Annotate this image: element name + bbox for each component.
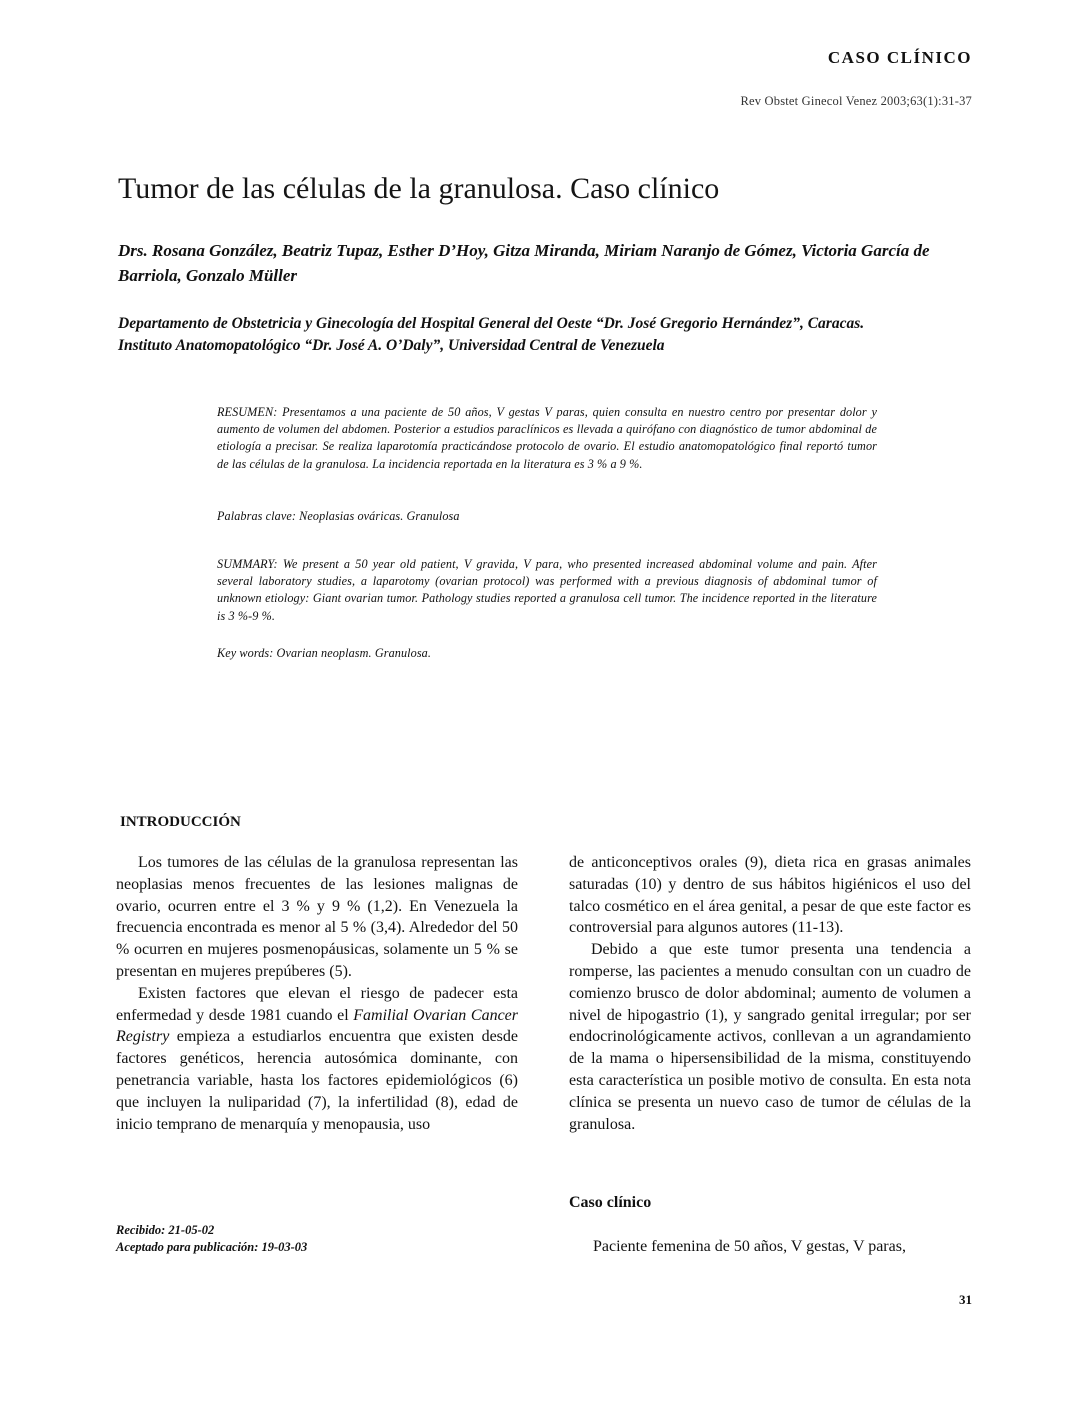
affiliation-1: Departamento de Obstetricia y Ginecología del Hospital General del Oeste “Dr. José Gregorio Hernández”, Caracas.	[118, 315, 865, 332]
affiliations	[118, 313, 988, 357]
intro-heading: INTRODUCCIÓN	[120, 814, 241, 830]
accepted-date: Aceptado para publicación: 19-03-03	[116, 1240, 308, 1254]
intro-paragraph-3: Debido a que este tumor presenta una tendencia a romperse, las pacientes a menudo consultan con un cuadro de comienzo brusco de dolor abdominal; aumento de volumen a nivel de hipogastrio (1), y sangrado genital irregular; por ser endocrinológicamente activos, conllevan a un agrandamiento de la mama o hipersensibilidad de la misma, constituyendo esta característica un posible motivo de consulta. En esta nota clínica se presenta un nuevo caso de tumor de células de la granulosa.	[569, 941, 971, 1133]
registry-name: Familial Ovarian Cancer Registry	[116, 1006, 518, 1046]
intro-paragraph-2-start: Existen factores que elevan el riesgo de padecer esta enfermedad y desde 1981 cuando el	[116, 984, 518, 1024]
intro-paragraph-2	[116, 983, 518, 1136]
intro-paragraph-2-end: empieza a estudiarlos encuentra que existen desde factores genéticos, herencia autosómica dominante, con penetrancia variable, hasta los factores epidemiológicos (6) que incluyen la nuliparidad (7), la infertilidad (8), edad de inicio temprano de menarquía y menopausia, uso	[116, 1028, 518, 1133]
received-date: Recibido: 21-05-02	[116, 1223, 215, 1237]
abstract-resumen: RESUMEN: Presentamos a una paciente de 50 años, V gestas V paras, quien consulta en nuestro centro por presentar dolor y aumento de volumen del abdomen. Posterior a estudios paraclínicos es llevada a quirófano con diagnóstico de tumor abdominal de etiología a precisar. Se realiza laparotomía practicándose protocolo de ovario. El estudio anatomopatológico final reportó tumor de las células de la granulosa. La incidencia reportada en la literatura es 3 % a 9 %.	[217, 405, 877, 471]
intro-paragraph-1: Los tumores de las células de la granulosa representan las neoplasias menos frecuentes de las lesiones malignas de ovario, ocurren entre el 3 % y 9 % (1,2). En Venezuela la frecuencia encontrada es menor al 5 % (3,4). Alrededor del 50 % ocurren en mujeres posmenopáusicas, solamente un 5 % se presentan en mujeres prepúberes (5).	[116, 854, 518, 980]
abstract-summary: SUMMARY: We present a 50 year old patient, V gravida, V para, who presented increased abdominal volume and pain. After several laboratory studies, a laparotomy (ovarian protocol) was performed with a previous diagnosis of abdominal tumor of unknown etiology: Giant ovarian tumor. Pathology studies reported a granulosa cell tumor. The incidence reported in the literature is 3 %-9 %.	[217, 557, 877, 623]
left-column	[116, 852, 518, 1135]
right-column	[569, 852, 971, 1135]
journal-citation: Rev Obstet Ginecol Venez 2003;63(1):31-37	[740, 94, 972, 108]
section-label: CASO CLÍNICO	[827, 48, 972, 67]
case-paragraph-1: Paciente femenina de 50 años, V gestas, V paras,	[593, 1238, 906, 1255]
article-title: Tumor de las células de la granulosa. Caso clínico	[118, 172, 720, 205]
author-list: Drs. Rosana González, Beatriz Tupaz, Esther D’Hoy, Gitza Miranda, Miriam Naranjo de Gómez, Victoria García de Barriola, Gonzalo Müller	[118, 241, 930, 285]
page-number: 31	[959, 1292, 972, 1307]
submission-dates	[116, 1222, 307, 1256]
affiliation-2: Instituto Anatomopatológico “Dr. José A. O’Daly”, Universidad Central de Venezuela	[118, 337, 665, 354]
intro-paragraph-2-continued: de anticonceptivos orales (9), dieta rica en grasas animales saturadas (10) y dentro de sus hábitos higiénicos el uso del talco cosmético en el área genital, a pesar de que este factor es controversial para algunos autores (11-13).	[569, 854, 971, 937]
keywords-spanish: Palabras clave: Neoplasias ováricas. Granulosa	[217, 509, 460, 523]
case-heading: Caso clínico	[569, 1194, 652, 1211]
keywords-english: Key words: Ovarian neoplasm. Granulosa.	[217, 646, 432, 660]
